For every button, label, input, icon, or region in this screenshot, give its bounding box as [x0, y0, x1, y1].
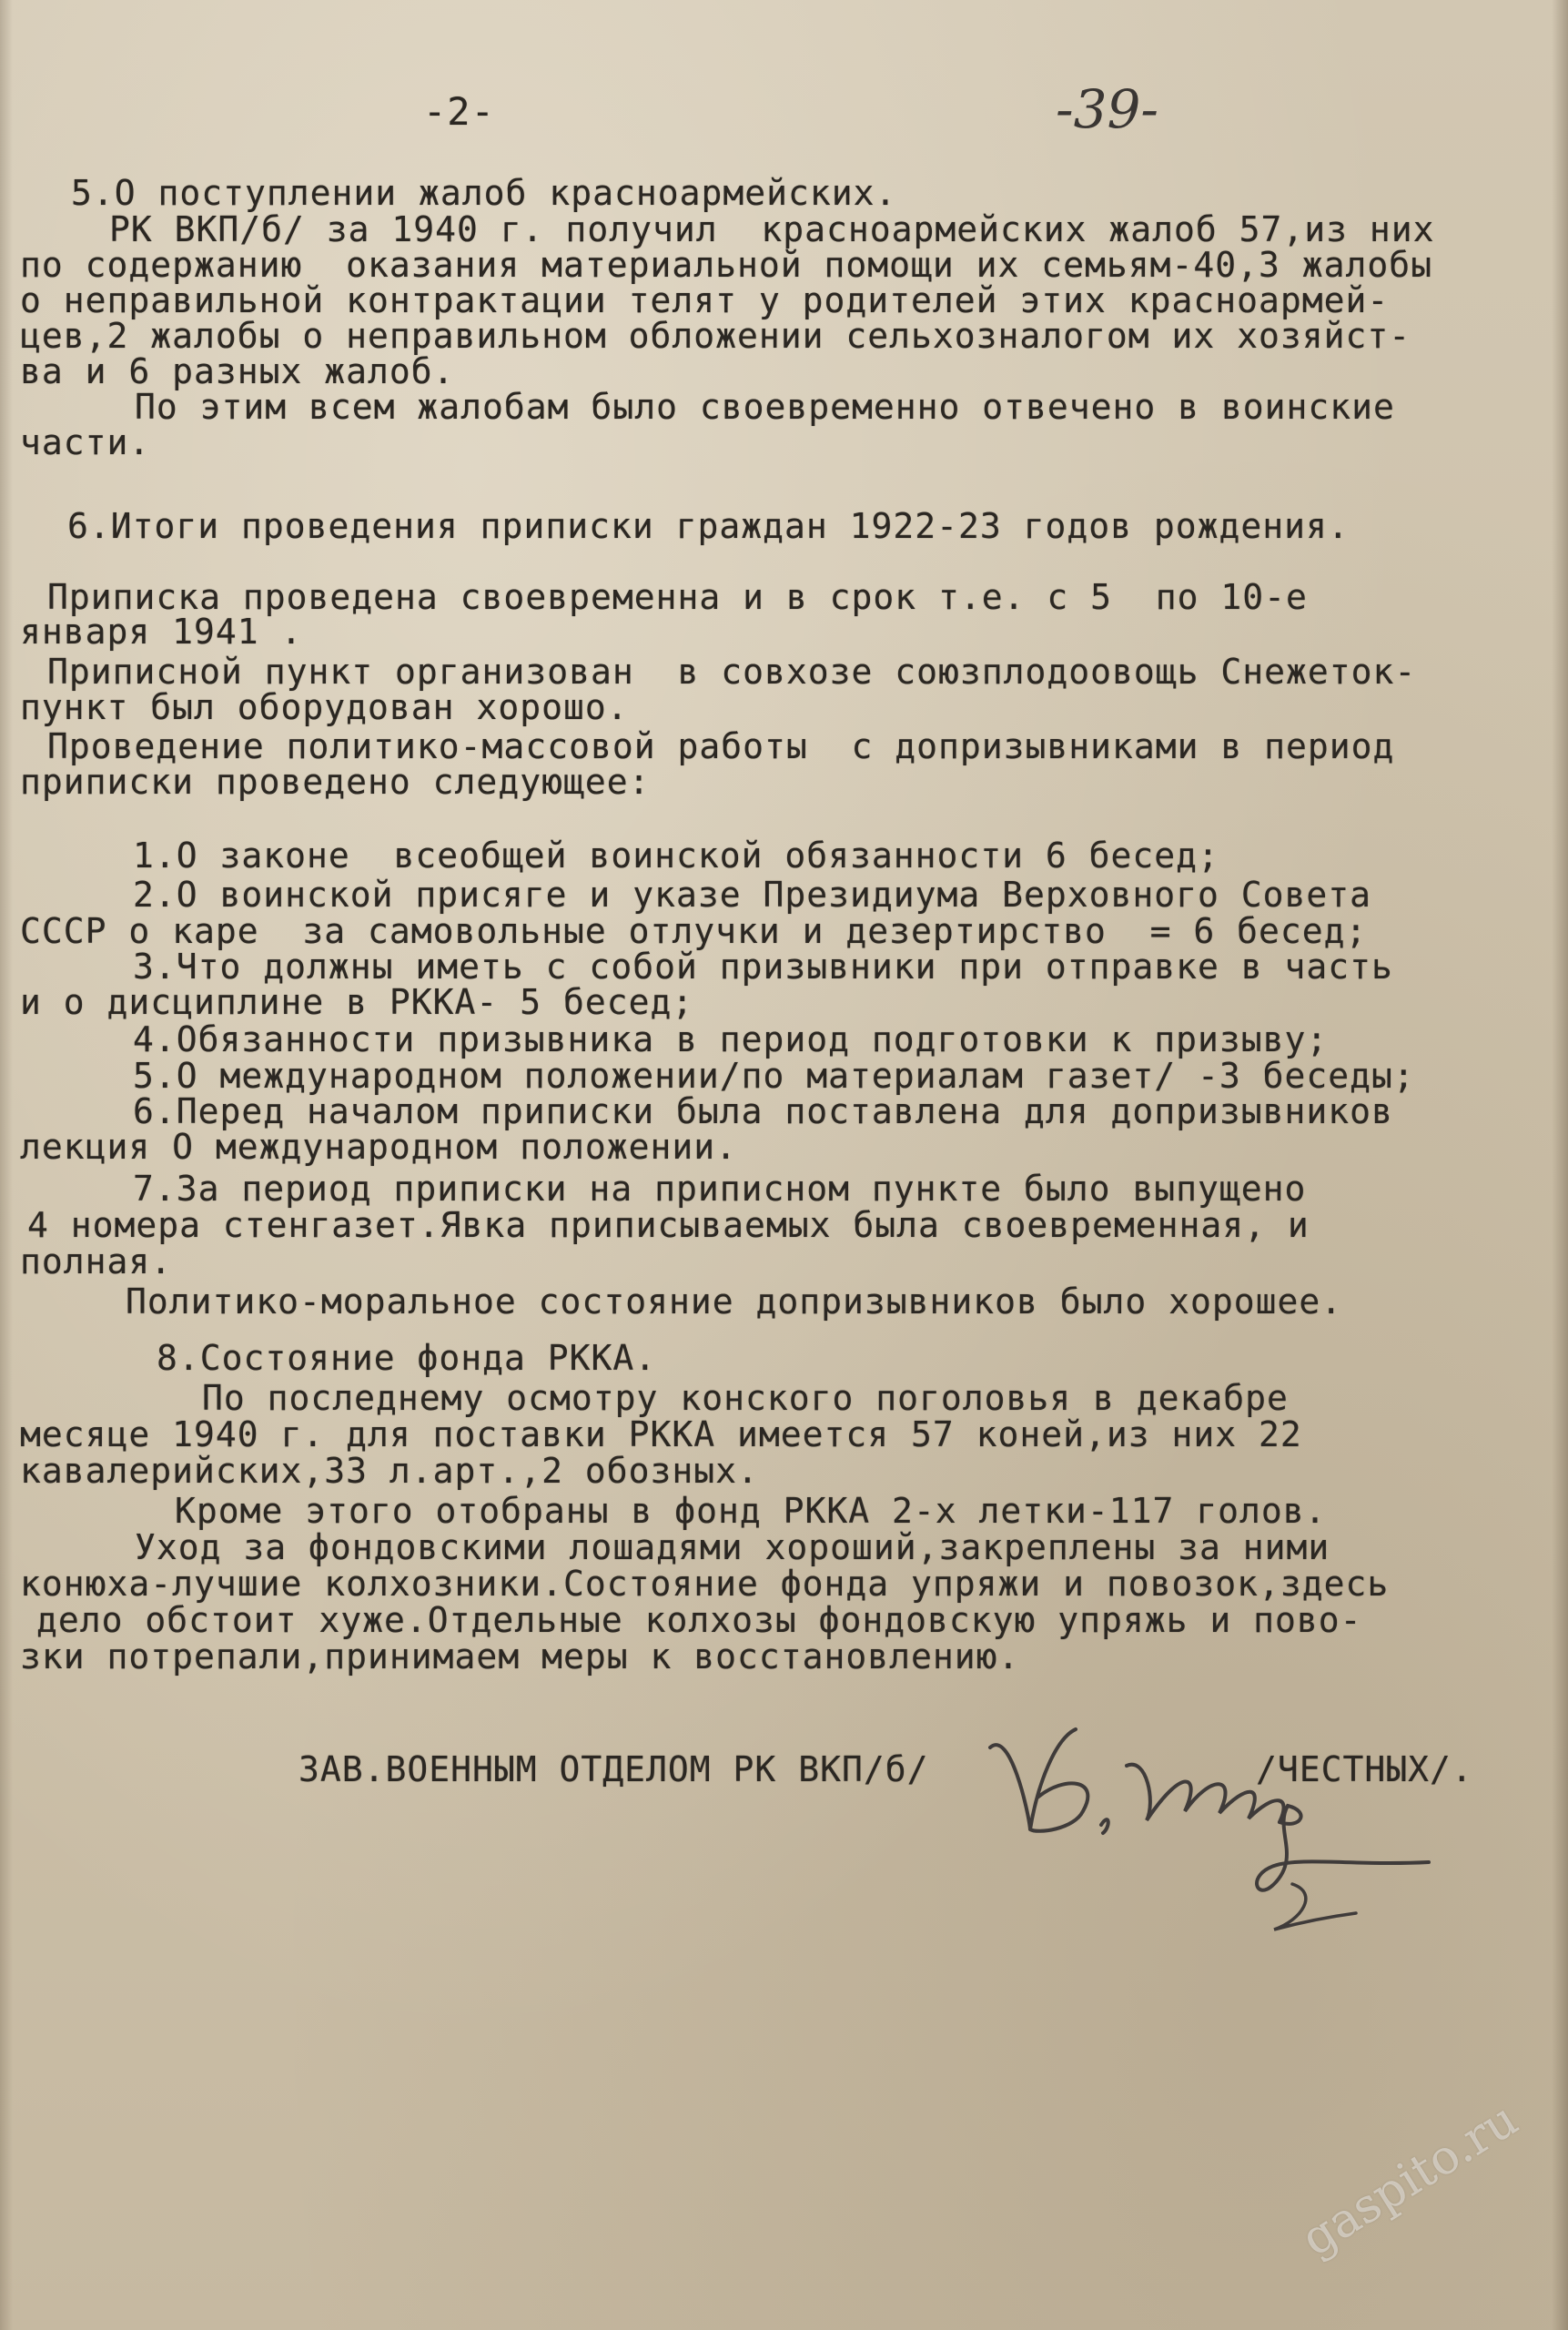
section-6-heading: 6.Итоги проведения приписки граждан 1922-23 годов рождения. — [67, 506, 1350, 546]
text-line: По последнему осмотру конского поголовья в декабре — [202, 1378, 1289, 1418]
text-line: 4 номера стенгазет.Явка приписываемых была своевременная, и — [27, 1205, 1310, 1245]
page-number: -2- — [423, 89, 495, 134]
list-item: 7.За период приписки на приписном пункте было выпущено — [133, 1169, 1307, 1209]
text-line: Политико-моральное состояние допризывников было хорошее. — [126, 1282, 1343, 1322]
text-line: ва и 6 разных жалоб. — [20, 351, 455, 391]
text-line: Приписка проведена своевременна и в срок т.е. с 5 по 10-е — [47, 577, 1308, 617]
section-5-heading: 5.О поступлении жалоб красноармейских. — [71, 173, 897, 213]
list-item: 5.О международном положении/по материалам газет/ -3 беседы; — [133, 1056, 1415, 1096]
archive-folio-number: -39- — [1056, 78, 1158, 140]
text-line: дело обстоит хуже.Отдельные колхозы фондовскую упряжь и пово- — [36, 1600, 1362, 1640]
text-line: пункт был оборудован хорошо. — [20, 687, 629, 727]
signature-title: ЗАВ.ВОЕННЫМ ОТДЕЛОМ РК ВКП/б/ — [298, 1749, 929, 1789]
list-item: 6.Перед началом приписки была поставлена для допризывников — [133, 1091, 1393, 1131]
text-line: Кроме этого отобраны в фонд РККА 2-х летки-117 голов. — [175, 1491, 1327, 1531]
text-line: конюха-лучшие колхозники.Состояние фонда упряжи и повозок,здесь — [20, 1564, 1390, 1604]
text-line: РК ВКП/б/ за 1940 г. получил красноармейских жалоб 57,из них — [109, 209, 1435, 249]
text-line: СССР о каре за самовольные отлучки и дезертирство = 6 бесед; — [20, 911, 1368, 951]
text-line: кавалерийских,33 л.арт.,2 обозных. — [20, 1451, 759, 1491]
text-line: По этим всем жалобам было своевременно отвечено в воинские — [135, 387, 1395, 427]
handwritten-signature — [974, 1711, 1447, 1957]
list-item: 2.О воинской присяге и указе Президиума Верховного Совета — [133, 875, 1372, 915]
text-line: по содержанию оказания материальной помощи их семьям-40,3 жалобы — [20, 245, 1433, 285]
text-line: Проведение политико-массовой работы с допризывниками в период — [47, 726, 1395, 766]
text-line: января 1941 . — [20, 612, 303, 652]
section-8-heading: 8.Состояние фонда РККА. — [157, 1338, 657, 1378]
text-line: месяце 1940 г. для поставки РККА имеется 57 коней,из них 22 — [20, 1414, 1302, 1454]
text-line: цев,2 жалобы о неправильном обложении сельхозналогом их хозяйст- — [20, 316, 1411, 356]
list-item: 3.Что должны иметь с собой призывники при отправке в часть — [133, 947, 1393, 987]
list-item: 1.О законе всеобщей воинской обязанности 6 бесед; — [133, 836, 1219, 876]
text-line: Приписной пункт организован в совхозе союзплодоовощь Снежеток- — [47, 652, 1417, 692]
page-edge-shadow-right — [1552, 0, 1568, 2330]
text-line: части. — [20, 422, 151, 462]
watermark: gaspito.ru — [1292, 2092, 1528, 2267]
text-line: Уход за фондовскими лошадями хороший,закреплены за ними — [135, 1527, 1330, 1567]
text-line: и о дисциплине в РККА- 5 бесед; — [20, 982, 694, 1022]
list-item: 4.Обязанности призывника в период подготовки к призыву; — [133, 1019, 1329, 1059]
text-line: зки потрепали,принимаем меры к восстановлению. — [20, 1636, 1020, 1677]
text-line: полная. — [20, 1241, 173, 1282]
text-line: лекция О международном положении. — [20, 1127, 737, 1167]
page-edge-shadow-left — [0, 0, 13, 2330]
text-line: приписки проведено следующее: — [20, 762, 651, 802]
text-line: о неправильной контрактации телят у родителей этих красноармей- — [20, 280, 1390, 320]
signatory-name: /ЧЕСТНЫХ/. — [1256, 1749, 1473, 1789]
